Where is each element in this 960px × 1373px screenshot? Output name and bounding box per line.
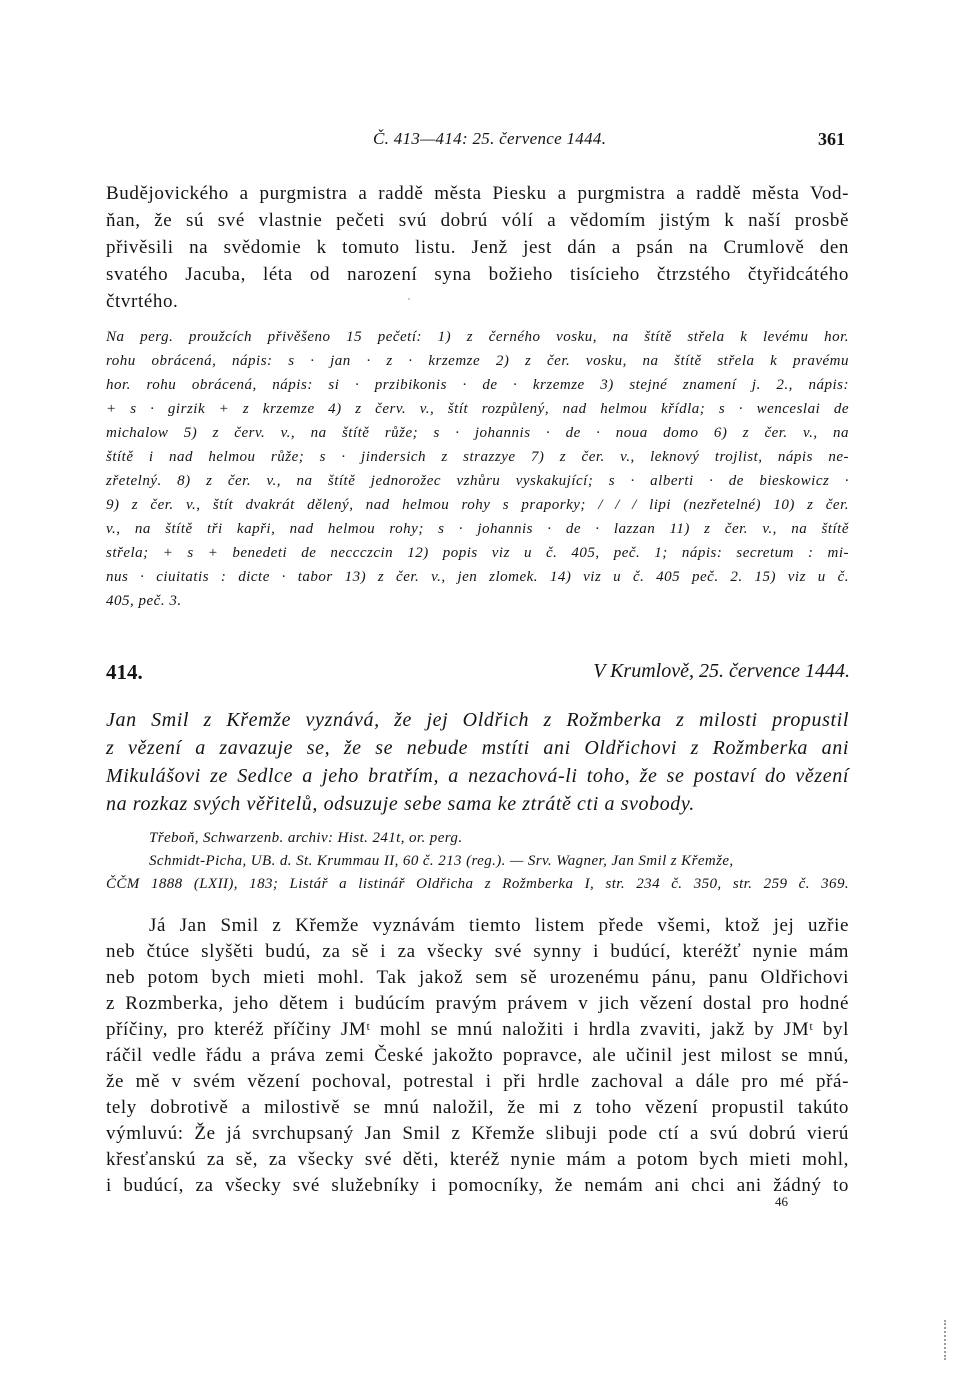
stray-dot	[408, 298, 410, 300]
seal-note-line: štítě i nad helmou růže; s · jindersich z strazzye 7) z čer. v., leknový trojlist, nápis ne-	[106, 449, 849, 465]
text-line: z Rozmberka, jeho dětem i budúcím pravým právem v jich vězení dostal pro hodné	[106, 993, 849, 1014]
running-header: Č. 413—414: 25. července 1444.	[373, 129, 607, 148]
regest-line: na rozkaz svých věřitelů, odsuzuje sebe sama ke ztrátě cti a svobody.	[106, 793, 695, 815]
seal-note-line: michalow 5) z červ. v., na štítě růže; s · johannis · de · noua domo 6) z čer. v., na	[106, 425, 849, 441]
text-line: výmluvú: Že já svrchupsaný Jan Smil z Křemže slibuji pode ctí a svú dobrú vierú	[106, 1123, 849, 1144]
seal-note-line: nus · ciuitatis : dicte · tabor 13) z čer. v., jen zlomek. 14) viz u č. 405 peč. 2. 15) viz u č.	[106, 569, 849, 585]
seal-note-line: zřetelný. 8) z čer. v., na štítě jednorožec vzhůru vyskakující; s · alberti · de bieskowicz ·	[106, 473, 849, 489]
signature-mark: 46	[775, 1194, 788, 1209]
document-number: 414.	[106, 660, 143, 684]
source-line: Třeboň, Schwarzenb. archiv: Hist. 241t, or. perg.	[149, 830, 463, 846]
text-line: přivěsili na svědomie k tomuto listu. Jenž jest dán a psán na Crumlově den	[106, 237, 849, 258]
seal-note-line: střela; + s + benedeti de neccczcin 12) popis viz u č. 405, peč. 1; nápis: secretum : mi-	[106, 545, 849, 561]
text-line: svatého Jacuba, léta od narození syna božieho tisícieho čtrzstého čtyřidcátého	[106, 264, 849, 285]
seal-note-line: hor. rohu obrácená, nápis: si · przibikonis · de · krzemze 3) stejné znamení j. 2., nápis:	[106, 377, 849, 393]
text-line: Budějovického a purgmistra a raddě města Piesku a purgmistra a raddě města Vod-	[106, 183, 849, 204]
seal-note-line: 9) z čer. v., štít dvakrát dělený, nad helmou rohy s praporky; / / / lipi (nezřetelné) 10) z čer.	[106, 497, 849, 513]
source-line: ČČM 1888 (LXII), 183; Listář a listinář Oldřicha z Rožmberka I, str. 234 č. 350, str. 259 č. 369.	[106, 876, 849, 892]
document-place-date: V Krumlově, 25. července 1444.	[593, 660, 850, 682]
seal-note-line: Na perg. proužcích přivěšeno 15 pečetí: 1) z černého vosku, na štítě střela k levému hor.	[106, 329, 849, 345]
source-line: Schmidt-Picha, UB. d. St. Krummau II, 60 č. 213 (reg.). — Srv. Wagner, Jan Smil z Křemže,	[149, 853, 734, 869]
text-line: čtvrtého.	[106, 291, 179, 312]
text-line: ráčil vedle řádu a práva zemi České jakožto popravce, ale učinil jest milost se mnú,	[106, 1045, 849, 1066]
text-line: křesťanskú za sě, za všecky své děti, kteréž nynie mám a potom bych mieti mohl,	[106, 1149, 849, 1170]
regest-line: Mikulášovi ze Sedlce a jeho bratřím, a nezachová-li toho, že se postaví do vězení	[106, 765, 849, 787]
seal-note-line: v., na štítě tři kapři, nad helmou rohy; s · johannis · de · lazzan 11) z čer. v., na štítě	[106, 521, 849, 537]
text-line: ňan, že sú své vlastnie pečeti svú dobrú vólí a vědomím jistým k naší prosbě	[106, 210, 849, 231]
text-line: i budúcí, za všecky své služebníky i pomocníky, že nemám ani chci ani žádný to	[106, 1175, 849, 1196]
edge-scan-marks	[944, 1320, 948, 1360]
regest-line: Jan Smil z Křemže vyznává, že jej Oldřich z Rožmberka z milosti propustil	[106, 709, 849, 731]
text-line: že mě v svém vězení pochoval, potrestal i při hrdle zachoval a dále pro mé přá-	[106, 1071, 849, 1092]
text-line: tely dobrotivě a milostivě se mnú naložil, že mi z toho vězení propustil takúto	[106, 1097, 849, 1118]
seal-note-line: rohu obrácená, nápis: s · jan · z · krzemze 2) z čer. vosku, na štítě střela k pravému	[106, 353, 849, 369]
text-line: příčiny, pro kteréž příčiny JMᵗ mohl se mnú naložiti i hrdla zvaviti, jakž by JMᵗ byl	[106, 1019, 849, 1040]
text-line: Já Jan Smil z Křemže vyznávám tiemto listem přede všemi, ktož jej uzřie	[149, 915, 849, 936]
seal-note-line: + s · girzik + z krzemze 4) z červ. v., štít rozpůlený, nad helmou křídla; s · wenceslai de	[106, 401, 849, 417]
page-number: 361	[818, 129, 845, 149]
regest-line: z vězení a zavazuje se, že se nebude mstíti ani Oldřichovi z Rožmberka ani	[106, 737, 849, 759]
text-line: neb potom bych mieti mohl. Tak jakož sem sě urozenému pánu, panu Oldřichovi	[106, 967, 849, 988]
seal-note-line: 405, peč. 3.	[106, 593, 182, 609]
text-line: neb čtúce slyšěti budú, za sě i za všecky své synny i budúcí, kteréžť nynie mám	[106, 941, 849, 962]
